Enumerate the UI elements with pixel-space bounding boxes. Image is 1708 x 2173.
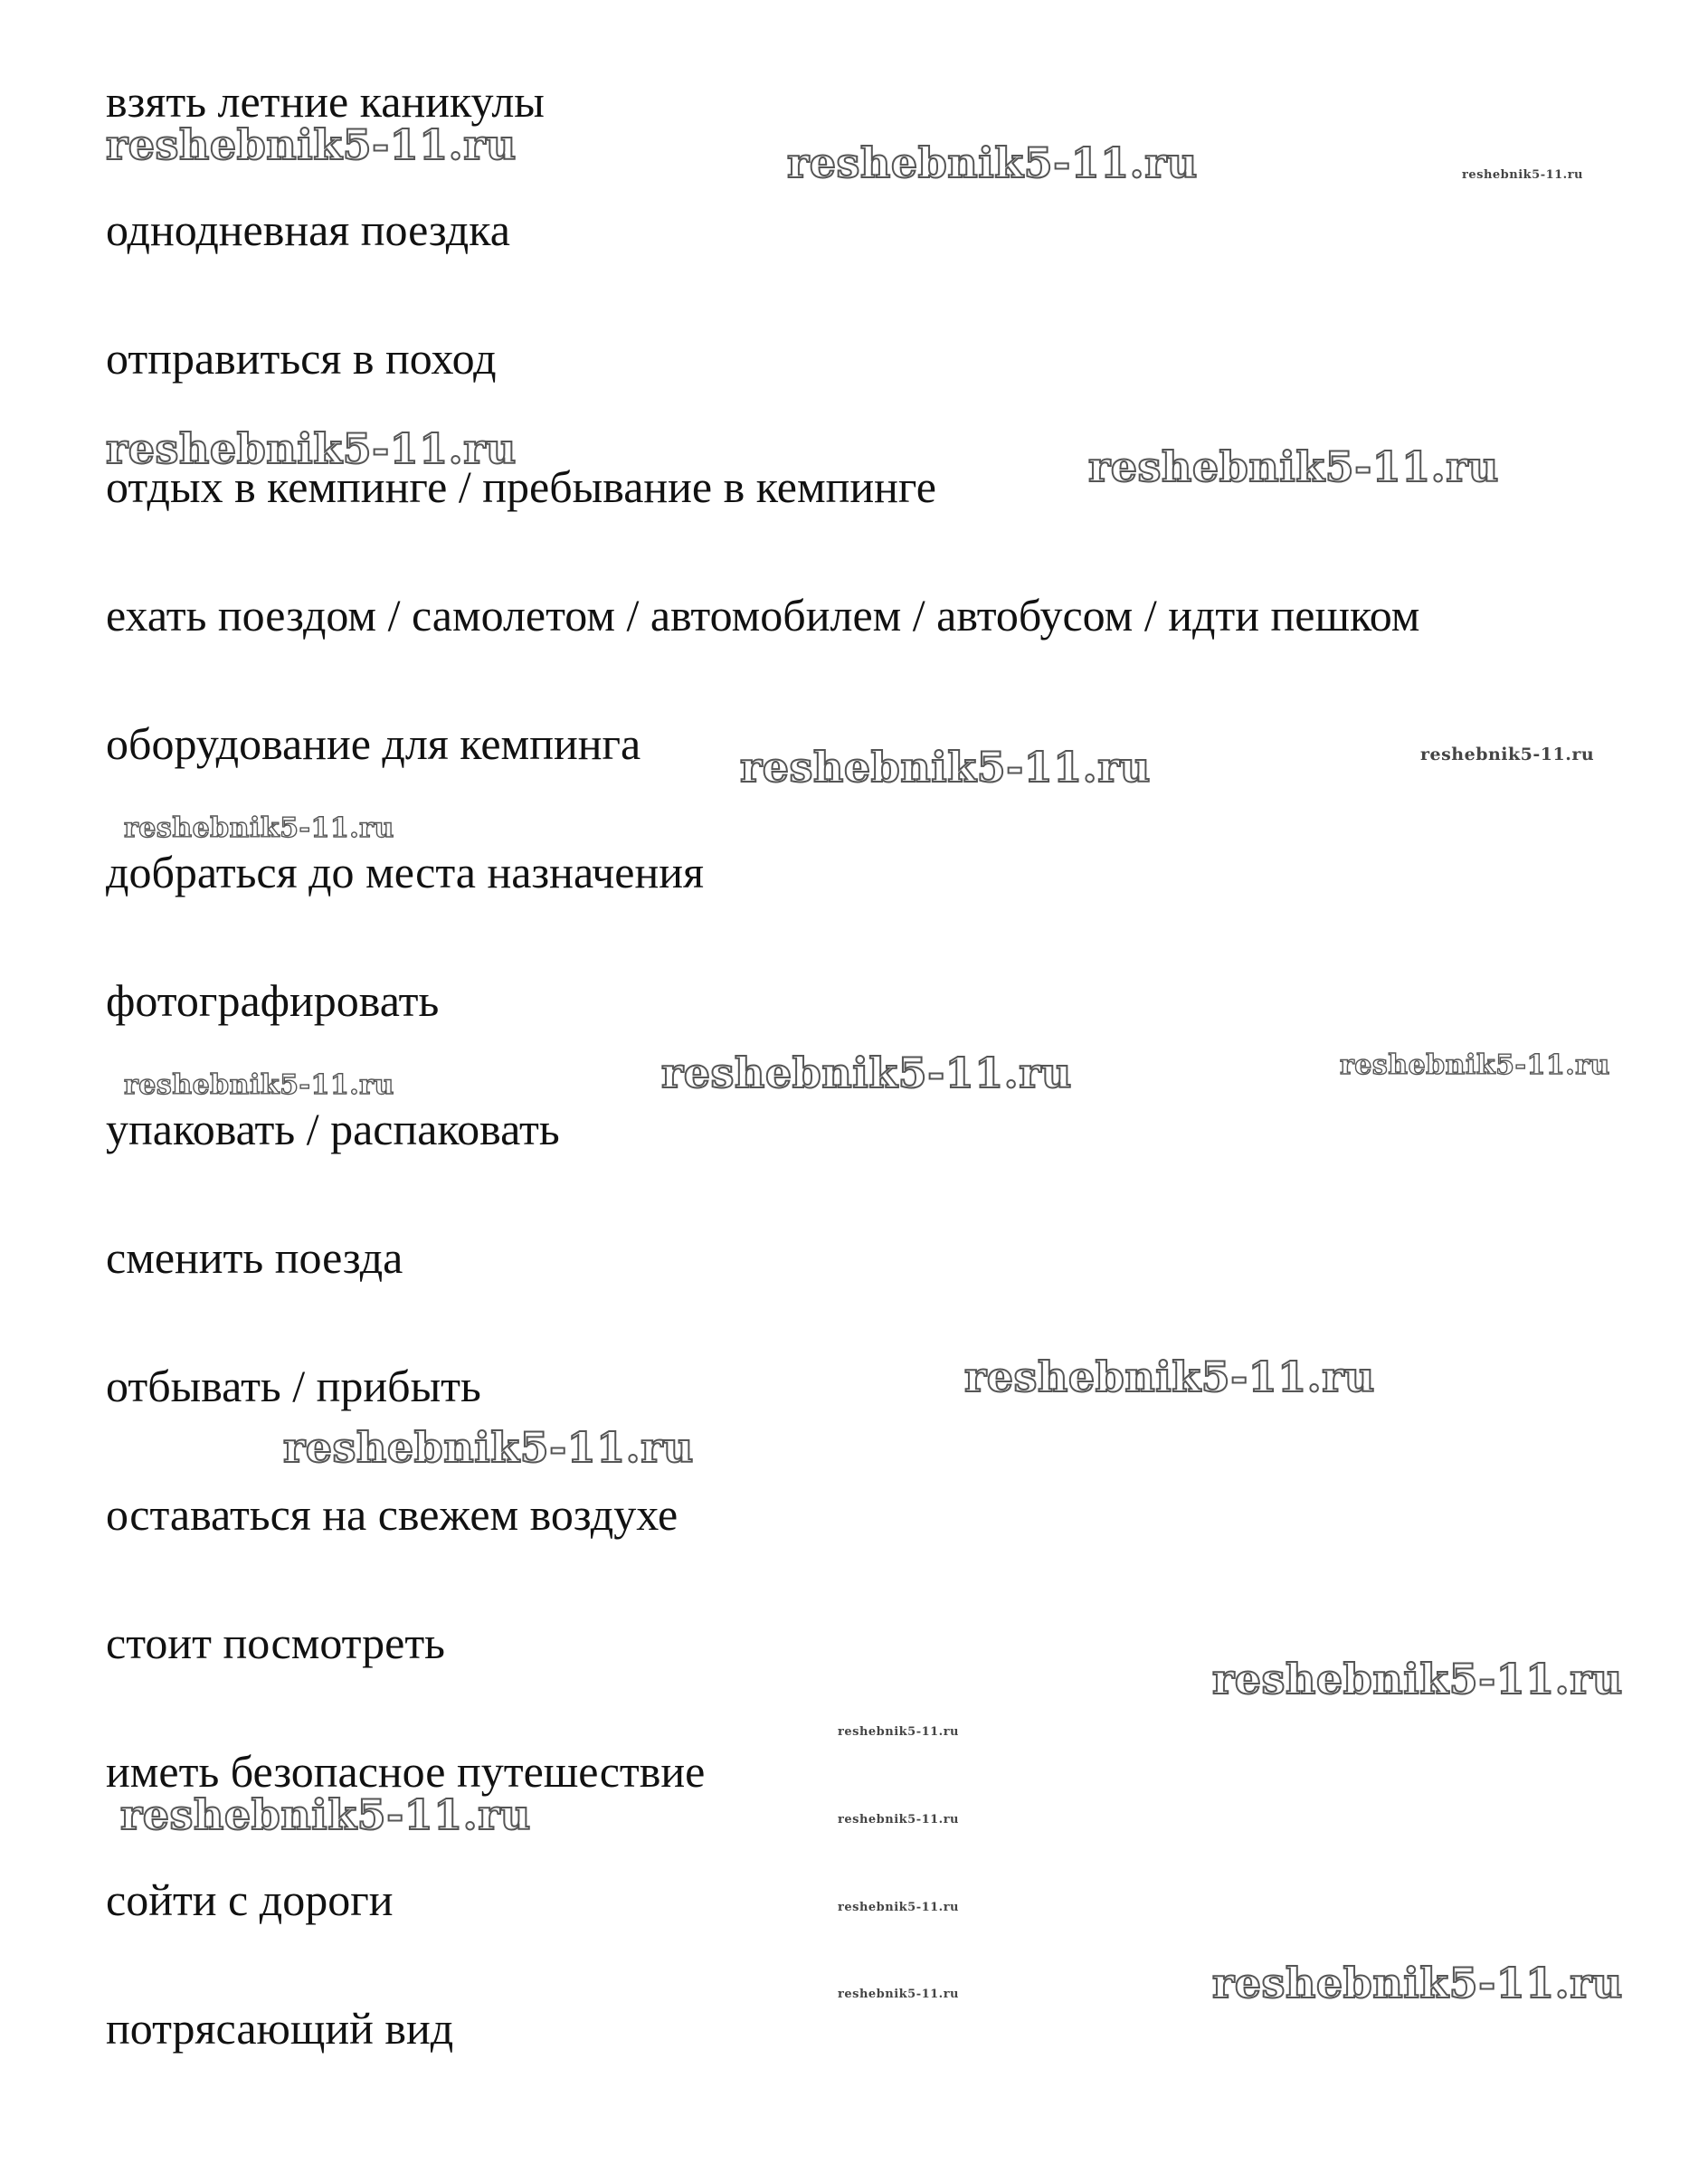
watermark: reshebnik5-11.ru — [124, 812, 394, 844]
watermark: reshebnik5-11.ru — [838, 1813, 960, 1827]
watermark: reshebnik5-11.ru — [838, 1725, 960, 1739]
watermark: reshebnik5-11.ru — [964, 1352, 1375, 1401]
phrase-13: стоит посмотреть — [106, 1618, 445, 1668]
phrase-1: взять летние каникулы — [106, 76, 545, 127]
phrase-14: иметь безопасное путешествие — [106, 1746, 706, 1797]
watermark: reshebnik5-11.ru — [283, 1423, 694, 1472]
watermark: reshebnik5-11.ru — [661, 1049, 1072, 1097]
phrase-2: однодневная поездка — [106, 204, 510, 255]
watermark: reshebnik5-11.ru — [1340, 1049, 1610, 1081]
watermark: reshebnik5-11.ru — [838, 1901, 960, 1914]
watermark: reshebnik5-11.ru — [106, 120, 517, 169]
watermark: reshebnik5-11.ru — [106, 424, 517, 473]
watermark: reshebnik5-11.ru — [1212, 1959, 1623, 2007]
watermark: reshebnik5-11.ru — [1420, 745, 1595, 764]
watermark: reshebnik5-11.ru — [120, 1790, 531, 1839]
phrase-12: оставаться на свежем воздухе — [106, 1489, 678, 1540]
watermark: reshebnik5-11.ru — [787, 138, 1198, 187]
phrase-10: сменить поезда — [106, 1232, 403, 1283]
phrase-6: оборудование для кемпинга — [106, 718, 641, 769]
phrase-5: ехать поездом / самолетом / автомобилем / автобусом / идти пешком — [106, 590, 1420, 641]
phrase-3: отправиться в поход — [106, 333, 497, 384]
phrase-16: потрясающий вид — [106, 2003, 454, 2054]
watermark: reshebnik5-11.ru — [740, 743, 1151, 792]
phrase-7: добраться до места назначения — [106, 847, 704, 897]
watermark: reshebnik5-11.ru — [124, 1069, 394, 1101]
watermark: reshebnik5-11.ru — [1462, 168, 1584, 182]
watermark: reshebnik5-11.ru — [1088, 442, 1499, 491]
watermark: reshebnik5-11.ru — [838, 1988, 960, 2001]
phrase-9: упаковать / распаковать — [106, 1104, 560, 1154]
phrase-4: отдых в кемпинге / пребывание в кемпинге — [106, 461, 936, 512]
phrase-15: сойти с дороги — [106, 1874, 394, 1925]
watermark: reshebnik5-11.ru — [1212, 1655, 1623, 1703]
phrase-11: отбывать / прибыть — [106, 1361, 481, 1411]
phrase-8: фотографировать — [106, 975, 440, 1026]
